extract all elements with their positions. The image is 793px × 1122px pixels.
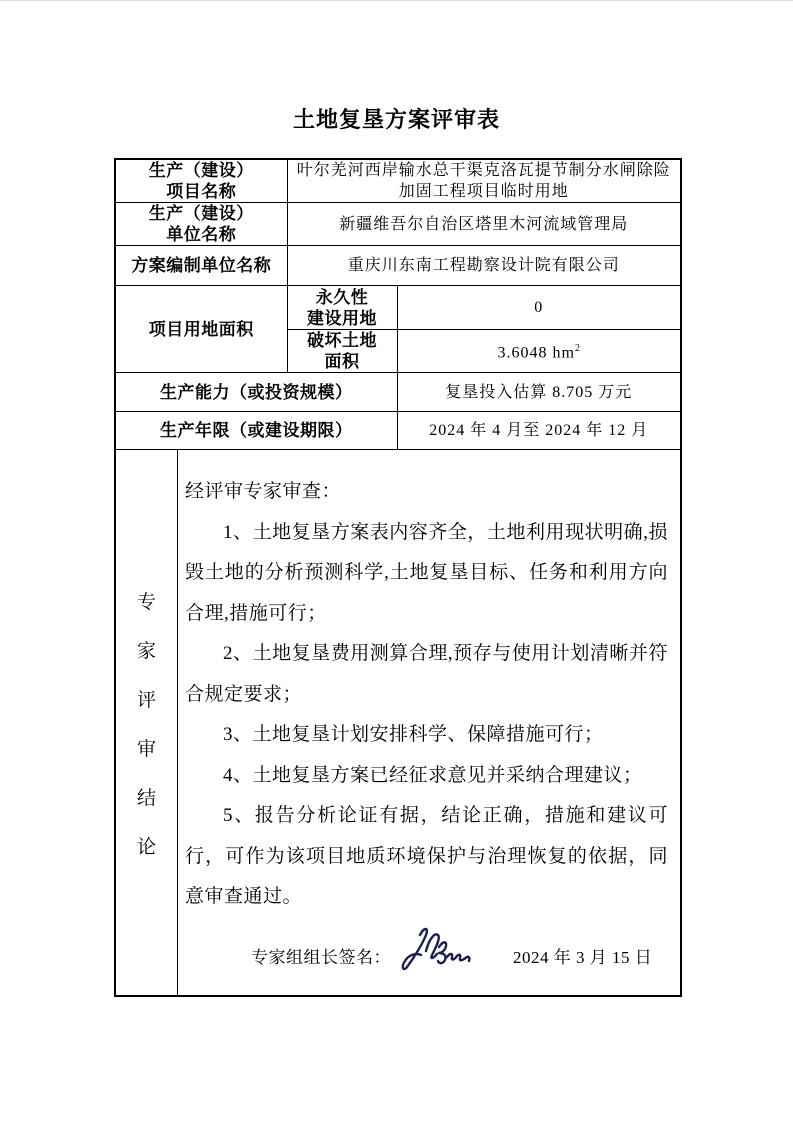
unit-name-value: 新疆维吾尔自治区塔里木河流域管理局 bbox=[287, 203, 681, 246]
unit-name-label: 生产（建设） 单位名称 bbox=[115, 203, 287, 246]
vertical-char: 家 bbox=[136, 640, 156, 662]
area-unit-exponent: 2 bbox=[574, 343, 580, 355]
review-item: 1、土地复垦方案表内容齐全，土地利用现状明确,损毁土地的分析预测科学,土地复垦目标、任务和利用方向合理,措施可行； bbox=[185, 521, 669, 624]
vertical-char: 专 bbox=[136, 591, 156, 613]
table-row bbox=[115, 286, 681, 330]
capacity-value: 复垦投入估算 8.705 万元 bbox=[397, 373, 681, 412]
table-row bbox=[115, 203, 681, 246]
vertical-char: 结 bbox=[136, 787, 156, 809]
expert-review-vertical-label bbox=[116, 450, 178, 995]
table-row bbox=[115, 246, 681, 286]
permanent-land-label: 永久性 建设用地 bbox=[287, 286, 397, 330]
review-form-table bbox=[114, 158, 682, 997]
review-item: 2、土地复垦费用测算合理,预存与使用计划清晰并符合规定要求； bbox=[185, 643, 669, 705]
plan-compiler-value: 重庆川东南工程勘察设计院有限公司 bbox=[287, 246, 681, 286]
signature-date: 2024 年 3 月 15 日 bbox=[513, 948, 653, 967]
damaged-land-label: 破坏土地 面积 bbox=[287, 330, 397, 373]
vertical-char: 评 bbox=[136, 689, 156, 711]
table-row bbox=[115, 373, 681, 412]
plan-compiler-label: 方案编制单位名称 bbox=[115, 246, 287, 286]
period-value: 2024 年 4 月至 2024 年 12 月 bbox=[397, 412, 681, 450]
expert-review-cell bbox=[115, 450, 681, 997]
vertical-char: 论 bbox=[136, 836, 156, 858]
table-row bbox=[115, 159, 681, 203]
signature-label: 专家组组长签名： bbox=[251, 948, 391, 967]
table-row bbox=[115, 412, 681, 450]
table-row bbox=[115, 450, 681, 997]
project-name-label: 生产（建设） 项目名称 bbox=[115, 159, 287, 203]
capacity-label: 生产能力（或投资规模） bbox=[115, 373, 397, 412]
damaged-land-value: 3.6048 $hm^2$ bbox=[397, 330, 681, 373]
permanent-land-value: 0 bbox=[397, 286, 681, 330]
expert-review-content bbox=[178, 450, 680, 995]
vertical-char: 审 bbox=[136, 738, 156, 760]
review-item: 5、报告分析论证有据，结论正确，措施和建议可行，可作为该项目地质环境保护与治理恢复的依据，同意审查通过。 bbox=[185, 805, 669, 907]
review-intro: 经评审专家审查： bbox=[185, 481, 342, 502]
land-area-label: 项目用地面积 bbox=[115, 286, 287, 373]
project-name-value: 叶尔羌河西岸输水总干渠克洛瓦提节制分水闸除险加固工程项目临时用地 bbox=[287, 159, 681, 203]
review-item: 4、土地复垦方案已经征求意见并采纳合理建议； bbox=[223, 764, 643, 786]
page-title: 土地复垦方案评审表 bbox=[292, 107, 500, 132]
review-item: 3、土地复垦计划安排科学、保障措施可行； bbox=[223, 724, 604, 745]
leader-signature bbox=[393, 923, 473, 977]
period-label: 生产年限（或建设期限） bbox=[115, 412, 397, 450]
signature-row bbox=[251, 928, 668, 984]
